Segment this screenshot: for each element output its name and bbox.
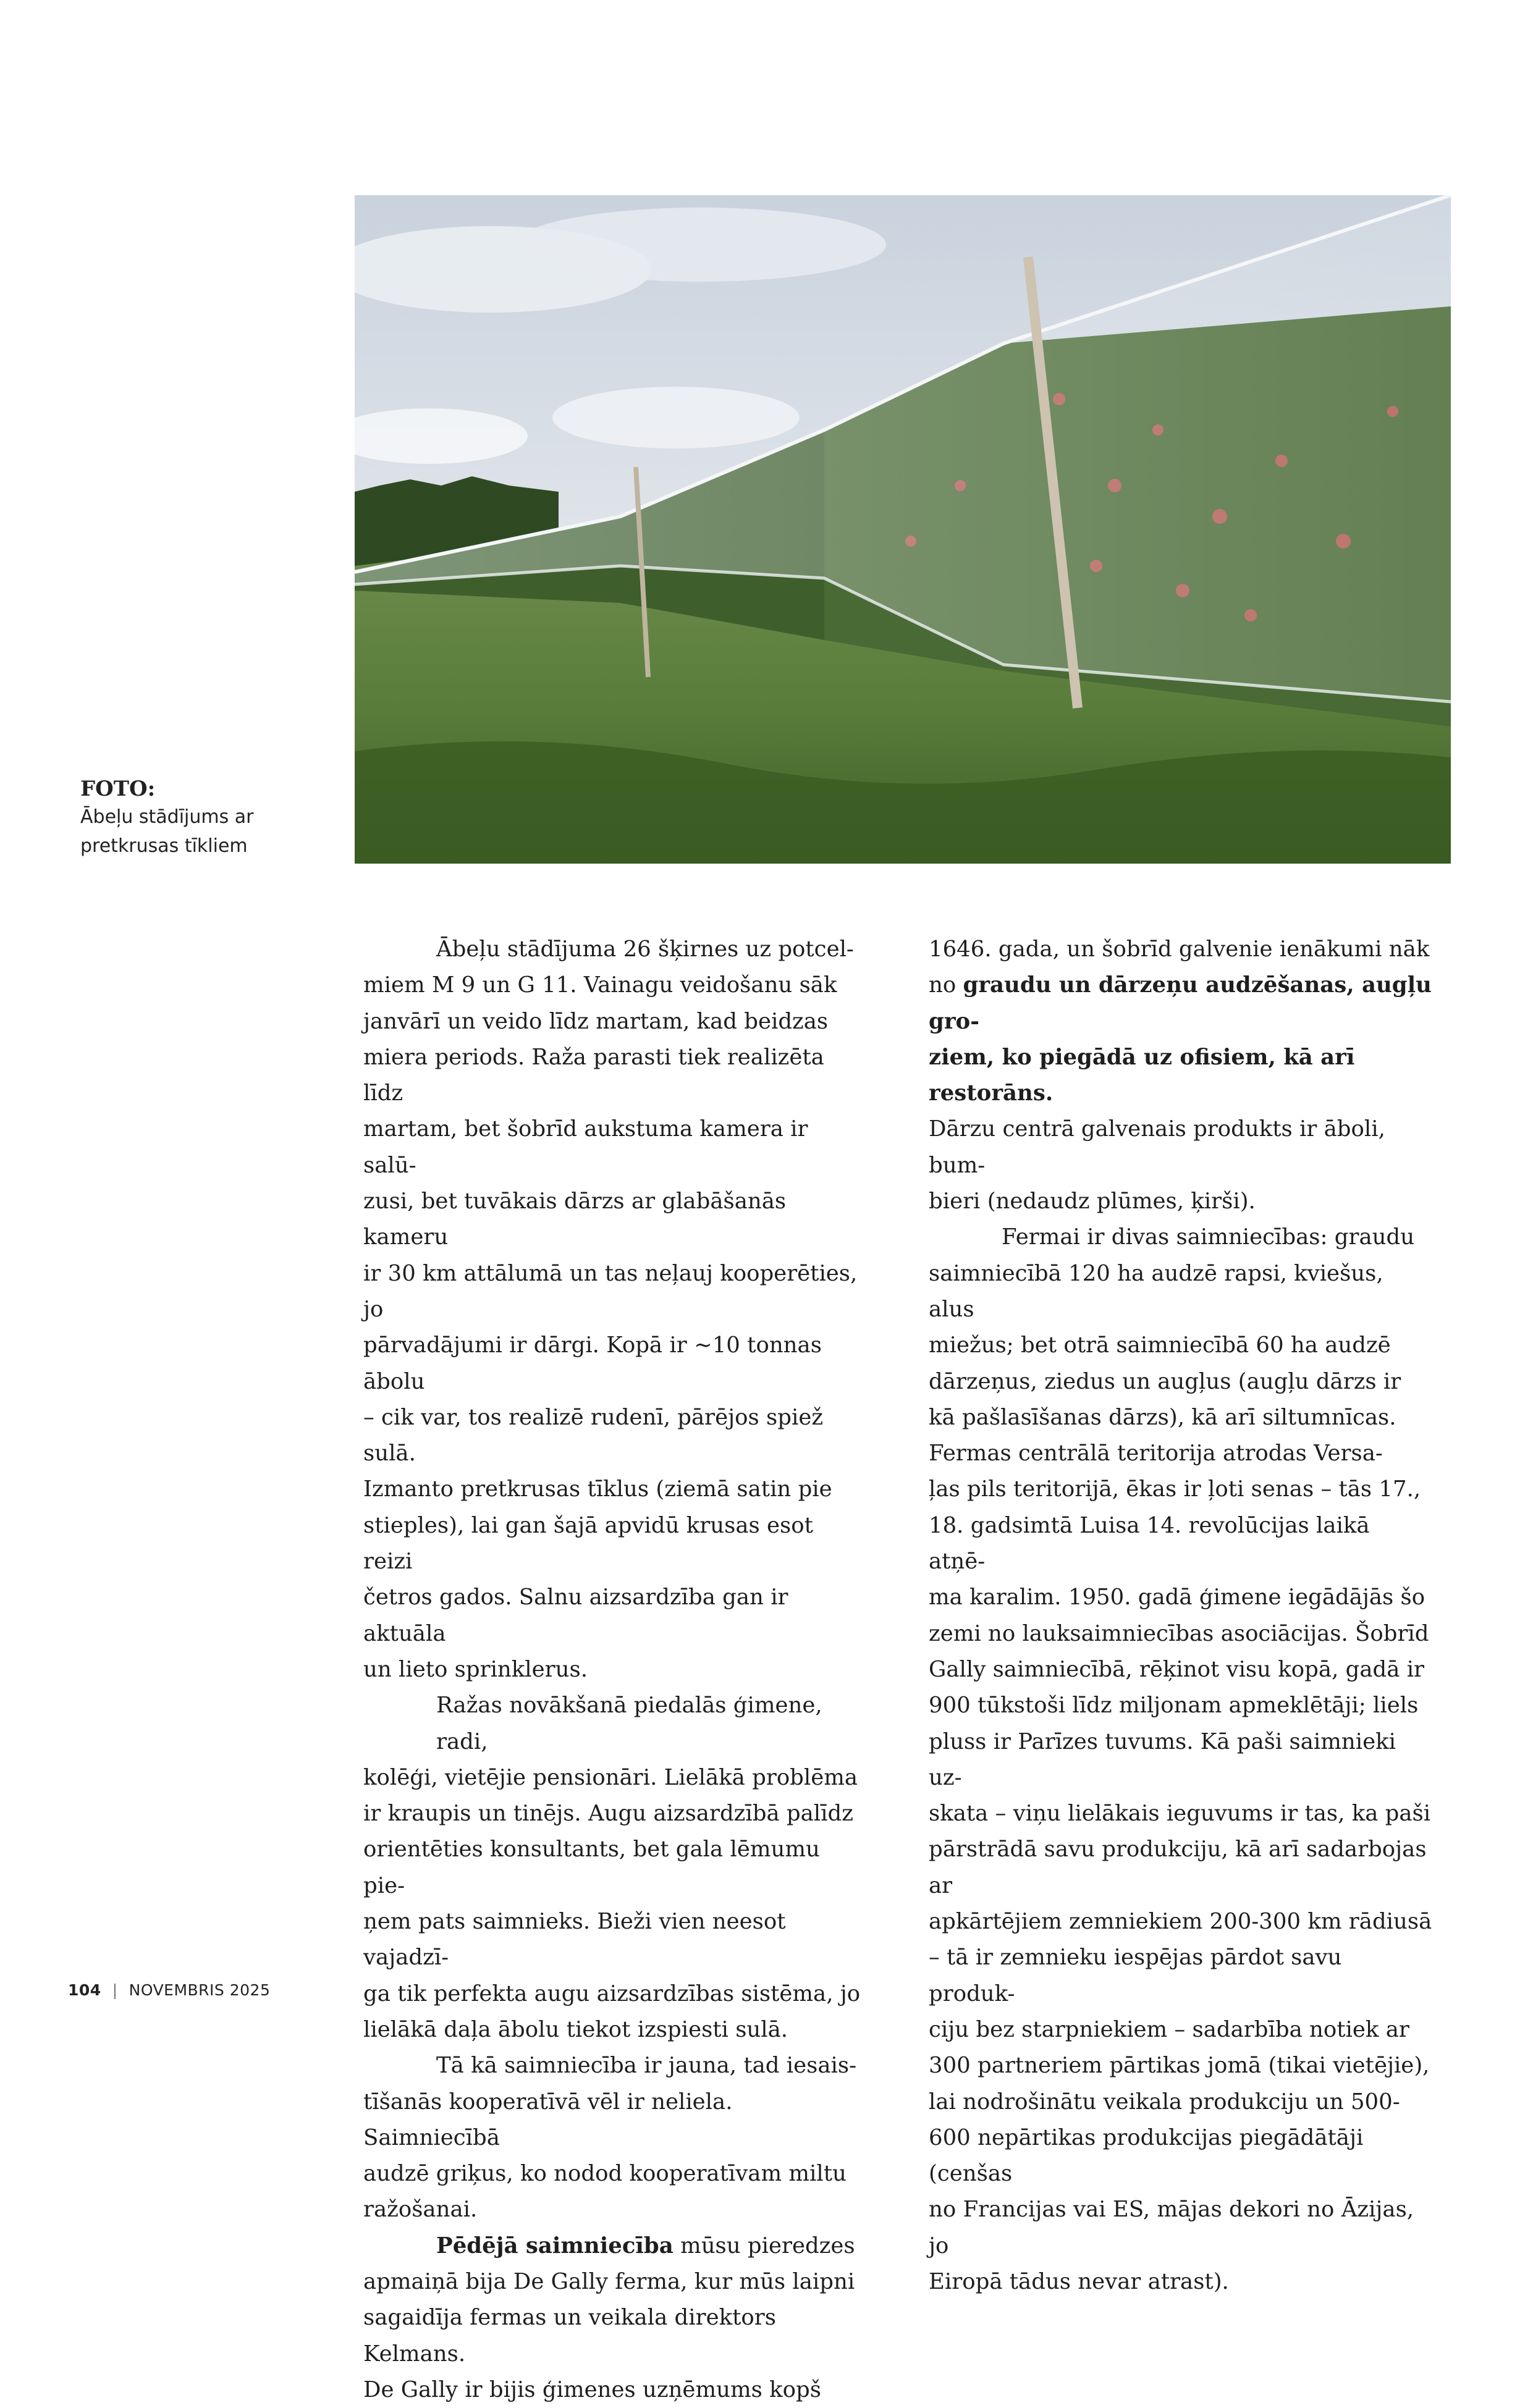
text-line: Fermas centrālā teritorija atrodas Versa- [929,1441,1383,1467]
paragraph [929,1219,1433,2300]
text-line: 900 tūkstoši līdz miljonam apmeklētāji; liels [929,1693,1419,1719]
text-line: kā pašlasīšanas dārzs), kā arī siltumnīcas. [929,1404,1396,1430]
text-line: zusi, bet tuvākais dārzs ar glabāšanās kameru [363,1189,787,1250]
paragraph [929,932,1433,1219]
text-line: audzē griķus, ko nodod kooperatīvam miltu [363,2161,847,2187]
text-line: ga tik perfekta augu aizsardzības sistēma, jo [363,1981,861,2006]
text-line: Ābeļu stādījuma 26 šķirnes uz potcel- [436,937,854,962]
article-column-right [929,932,1433,2300]
text-line: sagaidīja fermas un veikala direktors Kelmans. [363,2305,776,2367]
text-line: De Gally ir bijis ģimenes uzņēmums kopš [363,2376,821,2402]
page-number: 104 [68,1981,101,1999]
text-line: Tā kā saimniecība ir jauna, tad iesais- [436,2053,857,2079]
text-line: no Francijas vai ES, mājas dekori no Āzijas, jo [929,2197,1414,2259]
caption-label: FOTO: [80,777,156,801]
text-line: – cik var, tos realizē rudenī, pārējos spiež sulā. [363,1404,824,1467]
text-line [929,1040,1433,1112]
text-line: ma karalim. 1950. gadā ģimene iegādājās šo [929,1585,1425,1610]
text-line [363,2228,868,2264]
text-line: ņem pats saimnieks. Bieži vien neesot vajadzī- [363,1909,786,1971]
text-line: 300 partneriem pārtikas jomā (tikai vietējie), [929,2053,1430,2079]
text-line: Fermai ir divas saimniecības: graudu [1002,1224,1415,1250]
text-line: zemi no lauksaimniecības asociācijas. Šobrīd [929,1620,1429,1646]
text-line: skata – viņu lielākais ieguvums ir tas, ka paši [929,1801,1431,1827]
text-line: pārvadājumi ir dārgi. Kopā ir ~10 tonnas ābolu [363,1332,822,1394]
text-line: – tā ir zemnieku iespējas pārdot savu produk- [929,1945,1342,2006]
text-line: lielākā daļa ābolu tiekot izspiesti sulā. [363,2016,788,2042]
text-line: 600 nepārtikas produkcijas piegādātāji (cenšas [929,2124,1364,2187]
photo-caption [80,775,327,861]
text-span: no [929,972,963,998]
text-line: bieri (nedaudz plūmes, ķirši). [929,1189,1256,1215]
text-line: stieples), lai gan šajā apvidū krusas esot reizi [363,1512,813,1575]
text-line: Ražas novākšanā piedalās ģimene, radi, [436,1693,822,1754]
text-line: pārstrādā savu produkciju, kā arī sadarbojas ar [929,1837,1427,1898]
paragraph [363,2048,868,2228]
text-line: orientēties konsultants, bet gala lēmumu pie- [363,1837,820,1898]
text-line: miem M 9 un G 11. Vainagu veidošanu sāk [363,972,837,998]
footer-separator: | [112,1981,118,1999]
text-line: Dārzu centrā galvenais produkts ir āboli, bum- [929,1116,1385,1178]
text-line: 1646. gada, un šobrīd galvenie ienākumi nāk [929,937,1430,962]
bold-text: ziem, ko piegādā uz ofisiem, kā arī restorāns. [929,1044,1355,1106]
article-column-left [363,932,868,2408]
page-footer [68,1981,270,1999]
text-line: dārzeņus, ziedus un augļus (augļu dārzs ir [929,1368,1401,1394]
text-line: ciju bez starpniekiem – sadarbība notiek ar [929,2016,1409,2042]
text-line: pluss ir Parīzes tuvums. Kā paši saimnieki uz- [929,1728,1396,1790]
text-line: un lieto sprinklerus. [363,1656,588,1682]
text-line: četros gados. Salnu aizsardzība gan ir aktuāla [363,1585,788,1646]
bold-text: graudu un dārzeņu audzēšanas, augļu gro- [929,972,1432,1034]
text-line: saimniecībā 120 ha audzē rapsi, kviešus, alus [929,1260,1383,1322]
text-line: ražošanai. [363,2197,478,2223]
paragraph [363,1688,868,2048]
text-line: ļas pils teritorijā, ēkas ir ļoti senas – tās 17., [929,1476,1421,1502]
orchard-photo [355,195,1451,864]
caption-line: pretkrusas tīkliem [80,835,248,857]
text-line: janvārī un veido līdz martam, kad beidzas [363,1008,829,1034]
text-line: apkārtējiem zemniekiem 200-300 km rādiusā [929,1909,1432,1935]
text-line: Izmanto pretkrusas tīklus (ziemā satin pie [363,1476,832,1502]
text-line: tīšanās kooperatīvā vēl ir neliela. Saimniecībā [363,2089,733,2150]
issue-date: NOVEMBRIS 2025 [129,1981,271,1999]
text-line: Gally saimniecībā, rēķinot visu kopā, gadā ir [929,1656,1425,1682]
apple-orchard-with-hail-net-photo [355,195,1451,864]
text-line: 18. gadsimtā Luisa 14. revolūcijas laikā atņē- [929,1512,1370,1575]
text-line: Eiropā tādus nevar atrast). [929,2268,1229,2294]
caption-line: Ābeļu stādījums ar [80,806,254,828]
text-span: mūsu pieredzes [673,2233,855,2259]
text-line: apmaiņā bija De Gally ferma, kur mūs laipni [363,2268,855,2294]
text-line: kolēģi, vietējie pensionāri. Lielākā problēma [363,1764,858,1790]
bold-lead: Pēdējā saimniecība [436,2233,674,2259]
paragraph [363,932,868,1688]
text-line: ir kraupis un tinējs. Augu aizsardzībā palīdz [363,1801,853,1827]
text-line: ir 30 km attālumā un tas neļauj kooperēties, jo [363,1260,858,1322]
text-line [929,967,1433,1040]
text-line: miežus; bet otrā saimniecībā 60 ha audzē [929,1332,1391,1358]
text-line: miera periods. Raža parasti tiek realizēta līdz [363,1044,824,1106]
text-line: lai nodrošinātu veikala produkciju un 500- [929,2089,1400,2115]
paragraph [363,2228,868,2408]
text-line: martam, bet šobrīd aukstuma kamera ir salū- [363,1116,808,1178]
